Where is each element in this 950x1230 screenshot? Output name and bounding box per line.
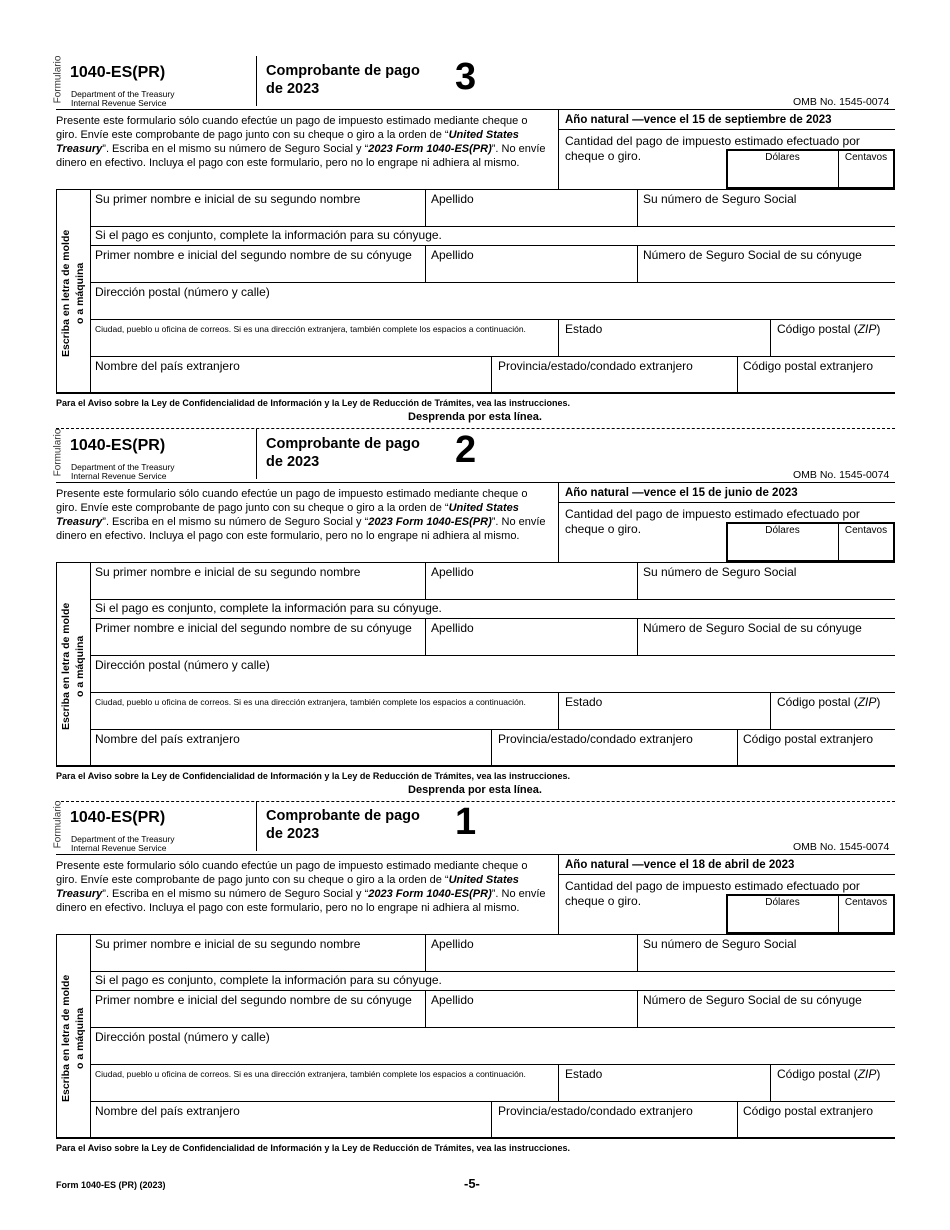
divider <box>90 729 895 730</box>
ssn-field[interactable]: Su número de Seguro Social <box>643 565 797 579</box>
print-or-type-label: Escriba en letra de molde o a máquina <box>60 229 86 357</box>
omb-number: OMB No. 1545-0074 <box>793 841 890 853</box>
voucher-number: 2 <box>455 429 477 471</box>
divider <box>558 482 559 562</box>
form-label: Formulario <box>52 800 64 849</box>
last-name-field[interactable]: Apellido <box>431 565 474 579</box>
divider <box>425 189 426 226</box>
address-field[interactable]: Dirección postal (número y calle) <box>95 285 270 299</box>
print-or-type-label: Escriba en letra de molde o a máquina <box>60 974 86 1102</box>
state-field[interactable]: Estado <box>565 695 603 709</box>
first-name-field[interactable]: Su primer nombre e inicial de su segundo nombre <box>95 565 361 579</box>
cents-field[interactable] <box>840 152 892 188</box>
divider <box>90 692 895 693</box>
department-name: Department of the Treasury Internal Revenue Service <box>71 89 175 108</box>
divider <box>558 692 559 729</box>
instructions-text: Presente este formulario sólo cuando efectúe un pago de impuesto estimado mediante cheque o giro. Envíe este comprobante de pago junto con su cheque o giro a la orden de “United States Treasury”. Escriba en el mismo su número de Seguro Social y “2023 Form 1040-ES(PR)”. No envíe dinero en efectivo. Incluya el pago con este formulario, pero no lo engrape ni adhiera al mismo. <box>56 860 546 914</box>
spouse-ssn-field[interactable]: Número de Seguro Social de su cónyuge <box>643 993 862 1007</box>
voucher-title: Comprobante de pago de 2023 <box>266 808 420 842</box>
city-field[interactable]: Ciudad, pueblo u oficina de correos. Si es una dirección extranjera, también complete los espacios a continuación. <box>95 697 526 707</box>
form-number: 1040-ES(PR) <box>70 437 166 454</box>
privacy-notice: Para el Aviso sobre la Ley de Confidencialidad de Información y la Ley de Reducción de Trámites, vea las instrucciones. <box>56 398 571 408</box>
amount-label: Cantidad del pago de impuesto estimado efectuado por cheque o giro. <box>565 507 860 536</box>
spouse-ssn-field[interactable]: Número de Seguro Social de su cónyuge <box>643 621 862 635</box>
ssn-field[interactable]: Su número de Seguro Social <box>643 192 797 206</box>
dollars-label: Dólares <box>765 152 800 163</box>
divider <box>838 522 839 562</box>
city-field[interactable]: Ciudad, pueblo u oficina de correos. Si es una dirección extranjera, también complete los espacios a continuación. <box>95 324 526 334</box>
dollars-label: Dólares <box>765 897 800 908</box>
voucher-1 <box>0 801 950 1161</box>
divider <box>90 245 895 246</box>
voucher-3 <box>0 56 950 416</box>
divider <box>491 729 492 766</box>
privacy-notice: Para el Aviso sobre la Ley de Confidencialidad de Información y la Ley de Reducción de Trámites, vea las instrucciones. <box>56 1143 571 1153</box>
divider <box>425 990 426 1027</box>
dollars-label: Dólares <box>765 525 800 536</box>
divider <box>558 854 559 934</box>
form-label: Formulario <box>52 55 64 104</box>
joint-payment-note: Si el pago es conjunto, complete la información para su cónyuge. <box>95 601 442 615</box>
divider <box>90 1101 895 1102</box>
divider <box>90 319 895 320</box>
divider <box>56 482 895 483</box>
divider <box>558 109 559 189</box>
divider <box>637 934 638 971</box>
city-field[interactable]: Ciudad, pueblo u oficina de correos. Si es una dirección extranjera, también complete los espacios a continuación. <box>95 1069 526 1079</box>
divider <box>637 618 638 655</box>
instructions-text: Presente este formulario sólo cuando efectúe un pago de impuesto estimado mediante cheque o giro. Envíe este comprobante de pago junto con su cheque o giro a la orden de “United States Treasury”. Escriba en el mismo su número de Seguro Social y “2023 Form 1040-ES(PR)”. No envíe dinero en efectivo. Incluya el pago con este formulario, pero no lo engrape ni adhiera al mismo. <box>56 115 546 169</box>
divider <box>770 1064 771 1101</box>
divider <box>90 562 91 766</box>
divider <box>558 1064 559 1101</box>
spouse-first-name-field[interactable]: Primer nombre e inicial del segundo nombre de su cónyuge <box>95 621 412 635</box>
cents-field[interactable] <box>840 525 892 561</box>
voucher-number: 1 <box>455 801 477 843</box>
divider <box>637 189 638 226</box>
state-field[interactable]: Estado <box>565 322 603 336</box>
divider <box>637 562 638 599</box>
due-date: Año natural —vence el 15 de junio de 2023 <box>565 487 798 499</box>
last-name-field[interactable]: Apellido <box>431 192 474 206</box>
divider <box>558 319 559 356</box>
header-divider <box>256 56 257 106</box>
cents-label: Centavos <box>844 525 888 536</box>
divider <box>737 1101 738 1138</box>
divider <box>90 655 895 656</box>
foreign-province-field[interactable]: Provincia/estado/condado extranjero <box>498 359 693 373</box>
first-name-field[interactable]: Su primer nombre e inicial de su segundo nombre <box>95 192 361 206</box>
joint-payment-note: Si el pago es conjunto, complete la información para su cónyuge. <box>95 973 442 987</box>
divider <box>90 934 91 1138</box>
print-or-type-label: Escriba en letra de molde o a máquina <box>60 602 86 730</box>
spouse-ssn-field[interactable]: Número de Seguro Social de su cónyuge <box>643 248 862 262</box>
foreign-province-field[interactable]: Provincia/estado/condado extranjero <box>498 1104 693 1118</box>
foreign-country-field[interactable]: Nombre del país extranjero <box>95 1104 240 1118</box>
divider <box>491 1101 492 1138</box>
voucher-title: Comprobante de pago de 2023 <box>266 63 420 97</box>
divider <box>56 765 895 767</box>
state-field[interactable]: Estado <box>565 1067 603 1081</box>
divider <box>90 1027 895 1028</box>
cents-field[interactable] <box>840 897 892 933</box>
dollars-field[interactable] <box>728 152 837 188</box>
zip-field[interactable]: Código postal (ZIP) <box>777 322 881 336</box>
divider <box>56 854 895 855</box>
divider <box>56 934 895 935</box>
cents-label: Centavos <box>844 152 888 163</box>
divider <box>637 990 638 1027</box>
spouse-first-name-field[interactable]: Primer nombre e inicial del segundo nombre de su cónyuge <box>95 993 412 1007</box>
divider <box>838 894 839 934</box>
spouse-last-name-field[interactable]: Apellido <box>431 621 474 635</box>
divider <box>425 934 426 971</box>
divider <box>90 282 895 283</box>
divider <box>90 618 895 619</box>
voucher-2 <box>0 429 950 789</box>
first-name-field[interactable]: Su primer nombre e inicial de su segundo nombre <box>95 937 361 951</box>
ssn-field[interactable]: Su número de Seguro Social <box>643 937 797 951</box>
divider <box>425 618 426 655</box>
divider <box>90 189 91 393</box>
header-divider <box>256 429 257 479</box>
last-name-field[interactable]: Apellido <box>431 937 474 951</box>
address-field[interactable]: Dirección postal (número y calle) <box>95 658 270 672</box>
foreign-country-field[interactable]: Nombre del país extranjero <box>95 732 240 746</box>
divider <box>56 189 895 190</box>
divider <box>770 319 771 356</box>
due-date: Año natural —vence el 15 de septiembre de 2023 <box>565 114 832 126</box>
header-divider <box>256 801 257 851</box>
foreign-province-field[interactable]: Provincia/estado/condado extranjero <box>498 732 693 746</box>
zip-field[interactable]: Código postal (ZIP) <box>777 695 881 709</box>
department-name: Department of the Treasury Internal Revenue Service <box>71 462 175 481</box>
divider <box>56 1137 895 1139</box>
divider <box>90 1064 895 1065</box>
divider <box>558 874 895 875</box>
spouse-last-name-field[interactable]: Apellido <box>431 248 474 262</box>
instructions-text: Presente este formulario sólo cuando efectúe un pago de impuesto estimado mediante cheque o giro. Envíe este comprobante de pago junto con su cheque o giro a la orden de “United States Treasury”. Escriba en el mismo su número de Seguro Social y “2023 Form 1040-ES(PR)”. No envíe dinero en efectivo. Incluya el pago con este formulario, pero no lo engrape ni adhiera al mismo. <box>56 488 546 542</box>
due-date: Año natural —vence el 18 de abril de 2023 <box>565 859 795 871</box>
detach-line-label: Desprenda por esta línea. <box>408 411 542 423</box>
divider <box>425 562 426 599</box>
spouse-last-name-field[interactable]: Apellido <box>431 993 474 1007</box>
address-field[interactable]: Dirección postal (número y calle) <box>95 1030 270 1044</box>
divider <box>90 990 895 991</box>
form-number: 1040-ES(PR) <box>70 809 166 826</box>
divider <box>90 356 895 357</box>
form-label: Formulario <box>52 428 64 477</box>
foreign-postal-field[interactable]: Código postal extranjero <box>743 732 874 746</box>
cents-label: Centavos <box>844 897 888 908</box>
omb-number: OMB No. 1545-0074 <box>793 469 890 481</box>
voucher-number: 3 <box>455 56 477 98</box>
department-name: Department of the Treasury Internal Revenue Service <box>71 834 175 853</box>
divider <box>558 129 895 130</box>
divider <box>637 245 638 282</box>
divider <box>56 109 895 110</box>
divider <box>491 356 492 393</box>
form-number: 1040-ES(PR) <box>70 64 166 81</box>
divider <box>56 392 895 394</box>
foreign-postal-field[interactable]: Código postal extranjero <box>743 1104 874 1118</box>
divider <box>56 562 895 563</box>
page-number: -5- <box>464 1176 480 1191</box>
divider <box>737 729 738 766</box>
dollars-field[interactable] <box>728 525 837 561</box>
joint-payment-note: Si el pago es conjunto, complete la información para su cónyuge. <box>95 228 442 242</box>
omb-number: OMB No. 1545-0074 <box>793 96 890 108</box>
divider <box>558 502 895 503</box>
zip-field[interactable]: Código postal (ZIP) <box>777 1067 881 1081</box>
foreign-postal-field[interactable]: Código postal extranjero <box>743 359 874 373</box>
detach-line-label: Desprenda por esta línea. <box>408 784 542 796</box>
voucher-title: Comprobante de pago de 2023 <box>266 436 420 470</box>
divider <box>90 599 895 600</box>
divider <box>838 149 839 189</box>
privacy-notice: Para el Aviso sobre la Ley de Confidencialidad de Información y la Ley de Reducción de Trámites, vea las instrucciones. <box>56 771 571 781</box>
divider <box>425 245 426 282</box>
dollars-field[interactable] <box>728 897 837 933</box>
amount-label: Cantidad del pago de impuesto estimado efectuado por cheque o giro. <box>565 879 860 908</box>
foreign-country-field[interactable]: Nombre del país extranjero <box>95 359 240 373</box>
divider <box>770 692 771 729</box>
amount-label: Cantidad del pago de impuesto estimado efectuado por cheque o giro. <box>565 134 860 163</box>
divider <box>90 971 895 972</box>
footer-form-id: Form 1040-ES (PR) (2023) <box>56 1180 166 1190</box>
spouse-first-name-field[interactable]: Primer nombre e inicial del segundo nombre de su cónyuge <box>95 248 412 262</box>
divider <box>90 226 895 227</box>
divider <box>737 356 738 393</box>
